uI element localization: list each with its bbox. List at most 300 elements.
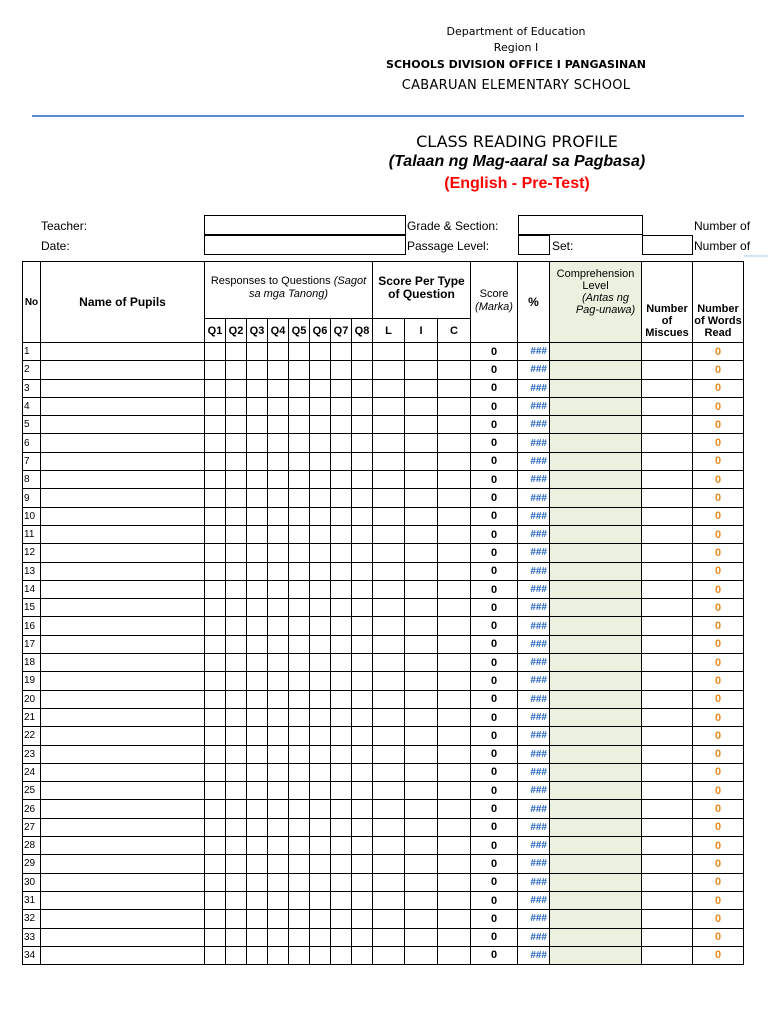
answer-cell[interactable] — [331, 837, 352, 855]
comprehension-cell[interactable] — [550, 763, 642, 781]
answer-cell[interactable] — [205, 763, 226, 781]
answer-cell[interactable] — [331, 562, 352, 580]
answer-cell[interactable] — [226, 471, 247, 489]
answer-cell[interactable] — [205, 745, 226, 763]
answer-cell[interactable] — [247, 763, 268, 781]
type-score-cell[interactable] — [373, 507, 405, 525]
answer-cell[interactable] — [205, 818, 226, 836]
type-score-cell[interactable] — [405, 397, 438, 415]
type-score-cell[interactable] — [405, 891, 438, 909]
answer-cell[interactable] — [352, 489, 373, 507]
answer-cell[interactable] — [289, 599, 310, 617]
grade-section-field[interactable] — [518, 215, 643, 235]
answer-cell[interactable] — [352, 397, 373, 415]
type-score-cell[interactable] — [373, 635, 405, 653]
answer-cell[interactable] — [205, 416, 226, 434]
answer-cell[interactable] — [289, 910, 310, 928]
answer-cell[interactable] — [205, 489, 226, 507]
miscues-cell[interactable] — [642, 910, 693, 928]
type-score-cell[interactable] — [405, 800, 438, 818]
answer-cell[interactable] — [268, 672, 289, 690]
answer-cell[interactable] — [268, 379, 289, 397]
answer-cell[interactable] — [289, 507, 310, 525]
type-score-cell[interactable] — [373, 544, 405, 562]
type-score-cell[interactable] — [373, 580, 405, 598]
answer-cell[interactable] — [268, 452, 289, 470]
answer-cell[interactable] — [205, 471, 226, 489]
answer-cell[interactable] — [226, 562, 247, 580]
answer-cell[interactable] — [226, 361, 247, 379]
answer-cell[interactable] — [289, 654, 310, 672]
comprehension-cell[interactable] — [550, 379, 642, 397]
answer-cell[interactable] — [331, 452, 352, 470]
comprehension-cell[interactable] — [550, 471, 642, 489]
comprehension-cell[interactable] — [550, 654, 642, 672]
type-score-cell[interactable] — [438, 708, 471, 726]
answer-cell[interactable] — [205, 891, 226, 909]
answer-cell[interactable] — [352, 727, 373, 745]
answer-cell[interactable] — [268, 617, 289, 635]
answer-cell[interactable] — [205, 617, 226, 635]
answer-cell[interactable] — [247, 837, 268, 855]
answer-cell[interactable] — [226, 818, 247, 836]
answer-cell[interactable] — [205, 654, 226, 672]
pupil-name-cell[interactable] — [41, 800, 205, 818]
answer-cell[interactable] — [226, 873, 247, 891]
comprehension-cell[interactable] — [550, 928, 642, 946]
comprehension-cell[interactable] — [550, 727, 642, 745]
type-score-cell[interactable] — [438, 416, 471, 434]
answer-cell[interactable] — [268, 562, 289, 580]
type-score-cell[interactable] — [405, 489, 438, 507]
answer-cell[interactable] — [226, 708, 247, 726]
type-score-cell[interactable] — [438, 672, 471, 690]
answer-cell[interactable] — [247, 361, 268, 379]
answer-cell[interactable] — [310, 818, 331, 836]
comprehension-cell[interactable] — [550, 525, 642, 543]
type-score-cell[interactable] — [405, 525, 438, 543]
answer-cell[interactable] — [310, 580, 331, 598]
answer-cell[interactable] — [247, 708, 268, 726]
type-score-cell[interactable] — [373, 379, 405, 397]
type-score-cell[interactable] — [405, 361, 438, 379]
answer-cell[interactable] — [352, 873, 373, 891]
answer-cell[interactable] — [205, 946, 226, 964]
type-score-cell[interactable] — [438, 580, 471, 598]
answer-cell[interactable] — [289, 782, 310, 800]
answer-cell[interactable] — [352, 690, 373, 708]
miscues-cell[interactable] — [642, 763, 693, 781]
pupil-name-cell[interactable] — [41, 891, 205, 909]
type-score-cell[interactable] — [438, 873, 471, 891]
type-score-cell[interactable] — [438, 562, 471, 580]
answer-cell[interactable] — [268, 928, 289, 946]
pupil-name-cell[interactable] — [41, 507, 205, 525]
answer-cell[interactable] — [310, 379, 331, 397]
type-score-cell[interactable] — [438, 434, 471, 452]
answer-cell[interactable] — [289, 544, 310, 562]
type-score-cell[interactable] — [438, 635, 471, 653]
answer-cell[interactable] — [331, 727, 352, 745]
answer-cell[interactable] — [289, 562, 310, 580]
pupil-name-cell[interactable] — [41, 910, 205, 928]
answer-cell[interactable] — [352, 654, 373, 672]
type-score-cell[interactable] — [405, 471, 438, 489]
type-score-cell[interactable] — [373, 891, 405, 909]
comprehension-cell[interactable] — [550, 782, 642, 800]
teacher-field[interactable] — [204, 215, 406, 235]
answer-cell[interactable] — [205, 507, 226, 525]
answer-cell[interactable] — [310, 452, 331, 470]
comprehension-cell[interactable] — [550, 946, 642, 964]
miscues-cell[interactable] — [642, 343, 693, 361]
type-score-cell[interactable] — [438, 525, 471, 543]
type-score-cell[interactable] — [438, 837, 471, 855]
type-score-cell[interactable] — [373, 782, 405, 800]
answer-cell[interactable] — [331, 580, 352, 598]
type-score-cell[interactable] — [405, 745, 438, 763]
answer-cell[interactable] — [331, 544, 352, 562]
type-score-cell[interactable] — [405, 562, 438, 580]
type-score-cell[interactable] — [405, 672, 438, 690]
answer-cell[interactable] — [268, 800, 289, 818]
comprehension-cell[interactable] — [550, 397, 642, 415]
type-score-cell[interactable] — [405, 452, 438, 470]
miscues-cell[interactable] — [642, 928, 693, 946]
type-score-cell[interactable] — [438, 727, 471, 745]
answer-cell[interactable] — [331, 928, 352, 946]
comprehension-cell[interactable] — [550, 873, 642, 891]
answer-cell[interactable] — [226, 599, 247, 617]
answer-cell[interactable] — [247, 727, 268, 745]
answer-cell[interactable] — [352, 599, 373, 617]
type-score-cell[interactable] — [438, 946, 471, 964]
miscues-cell[interactable] — [642, 416, 693, 434]
type-score-cell[interactable] — [373, 416, 405, 434]
type-score-cell[interactable] — [405, 946, 438, 964]
type-score-cell[interactable] — [373, 562, 405, 580]
answer-cell[interactable] — [352, 434, 373, 452]
answer-cell[interactable] — [352, 580, 373, 598]
type-score-cell[interactable] — [405, 507, 438, 525]
type-score-cell[interactable] — [405, 910, 438, 928]
answer-cell[interactable] — [331, 507, 352, 525]
comprehension-cell[interactable] — [550, 580, 642, 598]
answer-cell[interactable] — [226, 452, 247, 470]
type-score-cell[interactable] — [373, 690, 405, 708]
type-score-cell[interactable] — [373, 910, 405, 928]
answer-cell[interactable] — [331, 672, 352, 690]
answer-cell[interactable] — [205, 525, 226, 543]
type-score-cell[interactable] — [405, 928, 438, 946]
answer-cell[interactable] — [331, 800, 352, 818]
answer-cell[interactable] — [352, 837, 373, 855]
answer-cell[interactable] — [226, 635, 247, 653]
answer-cell[interactable] — [289, 489, 310, 507]
answer-cell[interactable] — [247, 928, 268, 946]
answer-cell[interactable] — [247, 343, 268, 361]
answer-cell[interactable] — [268, 837, 289, 855]
answer-cell[interactable] — [268, 727, 289, 745]
miscues-cell[interactable] — [642, 562, 693, 580]
pupil-name-cell[interactable] — [41, 379, 205, 397]
answer-cell[interactable] — [331, 599, 352, 617]
answer-cell[interactable] — [352, 672, 373, 690]
answer-cell[interactable] — [310, 343, 331, 361]
answer-cell[interactable] — [247, 782, 268, 800]
type-score-cell[interactable] — [373, 946, 405, 964]
answer-cell[interactable] — [310, 672, 331, 690]
answer-cell[interactable] — [310, 690, 331, 708]
type-score-cell[interactable] — [405, 855, 438, 873]
type-score-cell[interactable] — [373, 361, 405, 379]
answer-cell[interactable] — [310, 763, 331, 781]
answer-cell[interactable] — [268, 635, 289, 653]
type-score-cell[interactable] — [438, 397, 471, 415]
pupil-name-cell[interactable] — [41, 873, 205, 891]
answer-cell[interactable] — [226, 855, 247, 873]
answer-cell[interactable] — [331, 343, 352, 361]
miscues-cell[interactable] — [642, 782, 693, 800]
type-score-cell[interactable] — [438, 471, 471, 489]
comprehension-cell[interactable] — [550, 635, 642, 653]
answer-cell[interactable] — [331, 708, 352, 726]
answer-cell[interactable] — [331, 471, 352, 489]
answer-cell[interactable] — [289, 837, 310, 855]
type-score-cell[interactable] — [438, 654, 471, 672]
answer-cell[interactable] — [289, 434, 310, 452]
answer-cell[interactable] — [205, 544, 226, 562]
type-score-cell[interactable] — [373, 617, 405, 635]
miscues-cell[interactable] — [642, 489, 693, 507]
miscues-cell[interactable] — [642, 654, 693, 672]
type-score-cell[interactable] — [373, 397, 405, 415]
miscues-cell[interactable] — [642, 837, 693, 855]
answer-cell[interactable] — [205, 727, 226, 745]
answer-cell[interactable] — [247, 599, 268, 617]
miscues-cell[interactable] — [642, 690, 693, 708]
comprehension-cell[interactable] — [550, 434, 642, 452]
comprehension-cell[interactable] — [550, 800, 642, 818]
answer-cell[interactable] — [247, 891, 268, 909]
answer-cell[interactable] — [205, 837, 226, 855]
type-score-cell[interactable] — [405, 416, 438, 434]
answer-cell[interactable] — [310, 635, 331, 653]
answer-cell[interactable] — [289, 708, 310, 726]
type-score-cell[interactable] — [438, 507, 471, 525]
answer-cell[interactable] — [310, 910, 331, 928]
pupil-name-cell[interactable] — [41, 946, 205, 964]
answer-cell[interactable] — [310, 928, 331, 946]
answer-cell[interactable] — [352, 416, 373, 434]
answer-cell[interactable] — [289, 946, 310, 964]
pupil-name-cell[interactable] — [41, 525, 205, 543]
answer-cell[interactable] — [331, 873, 352, 891]
type-score-cell[interactable] — [405, 654, 438, 672]
answer-cell[interactable] — [310, 617, 331, 635]
answer-cell[interactable] — [226, 489, 247, 507]
type-score-cell[interactable] — [373, 471, 405, 489]
answer-cell[interactable] — [205, 562, 226, 580]
type-score-cell[interactable] — [438, 489, 471, 507]
answer-cell[interactable] — [331, 397, 352, 415]
comprehension-cell[interactable] — [550, 690, 642, 708]
answer-cell[interactable] — [310, 489, 331, 507]
type-score-cell[interactable] — [438, 599, 471, 617]
type-score-cell[interactable] — [373, 763, 405, 781]
type-score-cell[interactable] — [373, 452, 405, 470]
answer-cell[interactable] — [331, 855, 352, 873]
answer-cell[interactable] — [268, 910, 289, 928]
type-score-cell[interactable] — [373, 855, 405, 873]
answer-cell[interactable] — [247, 434, 268, 452]
answer-cell[interactable] — [310, 946, 331, 964]
type-score-cell[interactable] — [438, 452, 471, 470]
miscues-cell[interactable] — [642, 745, 693, 763]
answer-cell[interactable] — [247, 471, 268, 489]
comprehension-cell[interactable] — [550, 416, 642, 434]
miscues-cell[interactable] — [642, 544, 693, 562]
type-score-cell[interactable] — [373, 727, 405, 745]
answer-cell[interactable] — [331, 891, 352, 909]
answer-cell[interactable] — [268, 891, 289, 909]
comprehension-cell[interactable] — [550, 708, 642, 726]
answer-cell[interactable] — [352, 471, 373, 489]
answer-cell[interactable] — [352, 782, 373, 800]
miscues-cell[interactable] — [642, 818, 693, 836]
answer-cell[interactable] — [226, 910, 247, 928]
answer-cell[interactable] — [352, 361, 373, 379]
miscues-cell[interactable] — [642, 580, 693, 598]
answer-cell[interactable] — [226, 800, 247, 818]
pupil-name-cell[interactable] — [41, 452, 205, 470]
answer-cell[interactable] — [205, 397, 226, 415]
miscues-cell[interactable] — [642, 617, 693, 635]
answer-cell[interactable] — [226, 782, 247, 800]
answer-cell[interactable] — [352, 452, 373, 470]
answer-cell[interactable] — [289, 690, 310, 708]
answer-cell[interactable] — [268, 708, 289, 726]
type-score-cell[interactable] — [373, 343, 405, 361]
type-score-cell[interactable] — [405, 599, 438, 617]
pupil-name-cell[interactable] — [41, 434, 205, 452]
answer-cell[interactable] — [310, 782, 331, 800]
miscues-cell[interactable] — [642, 635, 693, 653]
answer-cell[interactable] — [310, 800, 331, 818]
type-score-cell[interactable] — [438, 745, 471, 763]
type-score-cell[interactable] — [438, 891, 471, 909]
comprehension-cell[interactable] — [550, 489, 642, 507]
answer-cell[interactable] — [352, 507, 373, 525]
answer-cell[interactable] — [268, 544, 289, 562]
answer-cell[interactable] — [205, 635, 226, 653]
answer-cell[interactable] — [331, 946, 352, 964]
type-score-cell[interactable] — [438, 800, 471, 818]
answer-cell[interactable] — [268, 855, 289, 873]
answer-cell[interactable] — [310, 745, 331, 763]
miscues-cell[interactable] — [642, 452, 693, 470]
pupil-name-cell[interactable] — [41, 471, 205, 489]
answer-cell[interactable] — [289, 525, 310, 543]
answer-cell[interactable] — [247, 635, 268, 653]
answer-cell[interactable] — [205, 434, 226, 452]
answer-cell[interactable] — [268, 361, 289, 379]
answer-cell[interactable] — [268, 434, 289, 452]
answer-cell[interactable] — [226, 525, 247, 543]
answer-cell[interactable] — [289, 635, 310, 653]
pupil-name-cell[interactable] — [41, 654, 205, 672]
type-score-cell[interactable] — [438, 379, 471, 397]
answer-cell[interactable] — [289, 452, 310, 470]
answer-cell[interactable] — [205, 708, 226, 726]
answer-cell[interactable] — [331, 782, 352, 800]
answer-cell[interactable] — [331, 818, 352, 836]
answer-cell[interactable] — [331, 525, 352, 543]
answer-cell[interactable] — [331, 654, 352, 672]
type-score-cell[interactable] — [373, 525, 405, 543]
answer-cell[interactable] — [268, 782, 289, 800]
pupil-name-cell[interactable] — [41, 672, 205, 690]
answer-cell[interactable] — [205, 580, 226, 598]
type-score-cell[interactable] — [405, 617, 438, 635]
answer-cell[interactable] — [352, 379, 373, 397]
answer-cell[interactable] — [310, 434, 331, 452]
type-score-cell[interactable] — [373, 489, 405, 507]
answer-cell[interactable] — [310, 397, 331, 415]
answer-cell[interactable] — [331, 910, 352, 928]
comprehension-cell[interactable] — [550, 910, 642, 928]
answer-cell[interactable] — [226, 379, 247, 397]
type-score-cell[interactable] — [405, 379, 438, 397]
type-score-cell[interactable] — [373, 837, 405, 855]
answer-cell[interactable] — [268, 471, 289, 489]
answer-cell[interactable] — [352, 525, 373, 543]
answer-cell[interactable] — [205, 855, 226, 873]
type-score-cell[interactable] — [373, 873, 405, 891]
answer-cell[interactable] — [205, 672, 226, 690]
answer-cell[interactable] — [310, 599, 331, 617]
answer-cell[interactable] — [205, 928, 226, 946]
pupil-name-cell[interactable] — [41, 690, 205, 708]
pupil-name-cell[interactable] — [41, 782, 205, 800]
miscues-cell[interactable] — [642, 434, 693, 452]
answer-cell[interactable] — [352, 928, 373, 946]
miscues-cell[interactable] — [642, 525, 693, 543]
answer-cell[interactable] — [247, 800, 268, 818]
answer-cell[interactable] — [352, 544, 373, 562]
pupil-name-cell[interactable] — [41, 745, 205, 763]
miscues-cell[interactable] — [642, 873, 693, 891]
pupil-name-cell[interactable] — [41, 361, 205, 379]
type-score-cell[interactable] — [405, 544, 438, 562]
answer-cell[interactable] — [268, 599, 289, 617]
answer-cell[interactable] — [310, 837, 331, 855]
answer-cell[interactable] — [268, 818, 289, 836]
answer-cell[interactable] — [226, 946, 247, 964]
answer-cell[interactable] — [352, 635, 373, 653]
type-score-cell[interactable] — [373, 708, 405, 726]
answer-cell[interactable] — [310, 525, 331, 543]
answer-cell[interactable] — [289, 580, 310, 598]
answer-cell[interactable] — [310, 416, 331, 434]
answer-cell[interactable] — [331, 617, 352, 635]
answer-cell[interactable] — [310, 708, 331, 726]
type-score-cell[interactable] — [405, 782, 438, 800]
answer-cell[interactable] — [247, 910, 268, 928]
answer-cell[interactable] — [289, 343, 310, 361]
type-score-cell[interactable] — [438, 818, 471, 836]
answer-cell[interactable] — [289, 379, 310, 397]
